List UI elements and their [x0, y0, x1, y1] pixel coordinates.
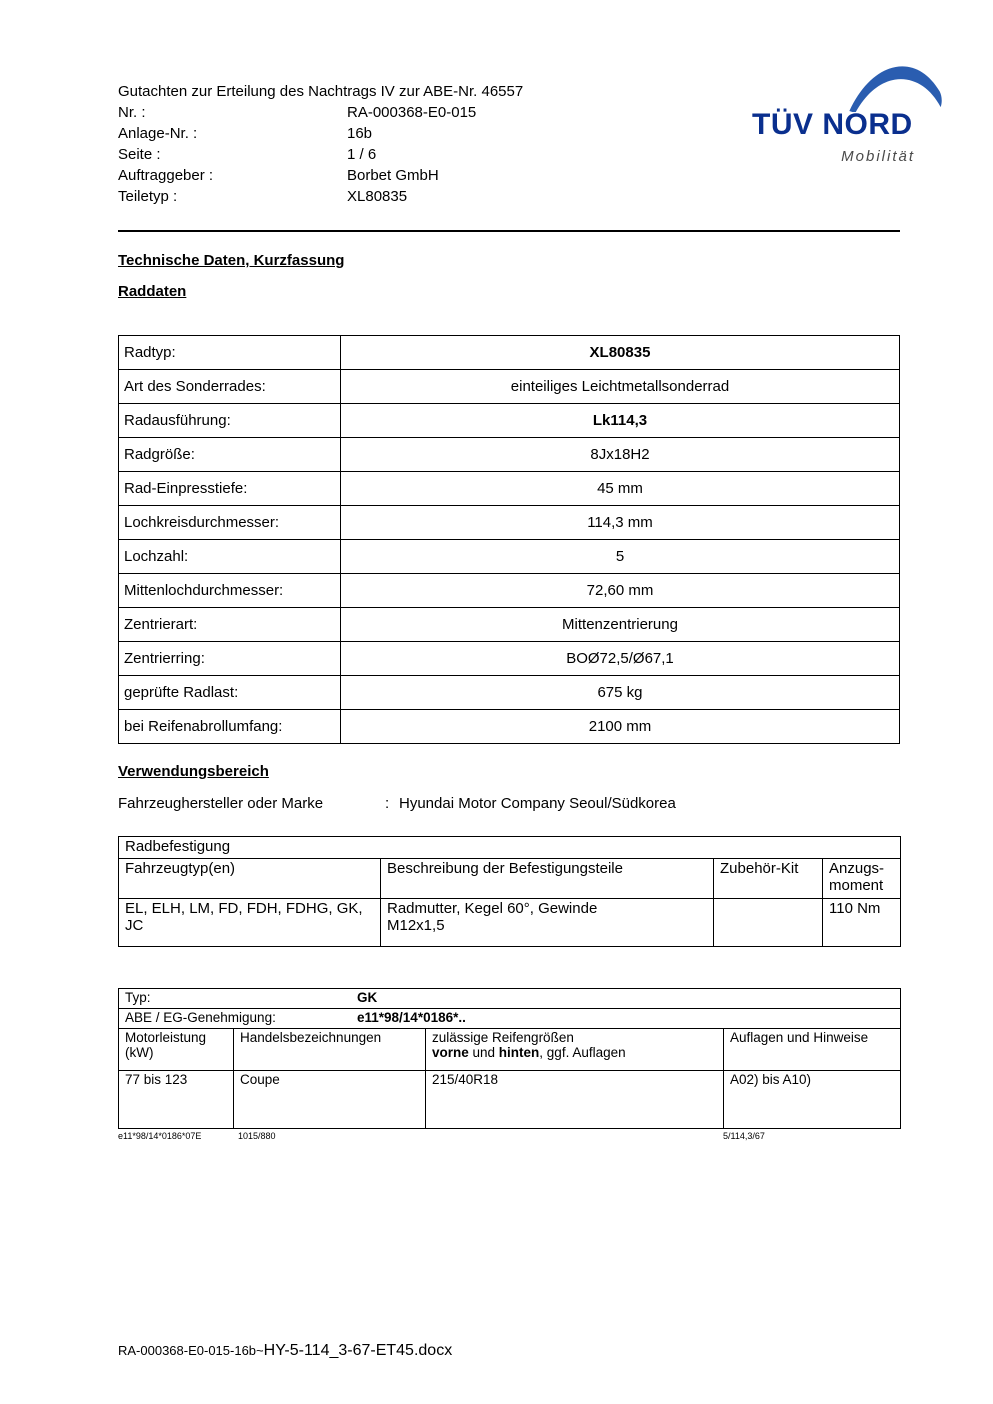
raddaten-value: Lk114,3: [341, 404, 900, 438]
raddaten-value: 675 kg: [341, 676, 900, 710]
abe-row: [119, 1009, 901, 1029]
table-row: [119, 899, 901, 947]
table-row: [119, 837, 901, 859]
hersteller-value: Hyundai Motor Company Seoul/Südkorea: [399, 795, 676, 812]
footer-filename: HY-5-114_3-67-ET45.docx: [263, 1342, 453, 1359]
table-row: [119, 989, 901, 1009]
reifen-vorne: vorne: [432, 1045, 469, 1060]
raddaten-value: 45 mm: [341, 472, 900, 506]
hersteller-line: [118, 795, 676, 812]
header-field-row: [118, 102, 738, 123]
heading-technische-daten: Technische Daten, Kurzfassung: [118, 252, 345, 269]
reifen-end: , ggf. Auflagen: [539, 1045, 626, 1060]
motor-line2: (kW): [125, 1045, 154, 1060]
cell-anzugsmoment: 110 Nm: [823, 899, 901, 947]
table-row: [119, 1071, 901, 1129]
header-field-row: [118, 165, 738, 186]
column-header-beschreibung: Beschreibung der Befestigungsteile: [381, 859, 714, 899]
footnote-approval-code: e11*98/14*0186*07E: [118, 1131, 202, 1141]
header-divider: [118, 230, 900, 232]
table-row: [119, 676, 900, 710]
heading-raddaten: Raddaten: [118, 283, 187, 300]
radbefestigung-title: Radbefestigung: [119, 837, 901, 859]
table-row: [119, 574, 900, 608]
logo-swoosh-icon: [846, 58, 945, 112]
raddaten-label: Lochkreisdurchmesser:: [119, 506, 341, 540]
cell-auflagen: A02) bis A10): [724, 1071, 901, 1129]
footnote-right: 5/114,3/67: [723, 1131, 765, 1141]
anzug-line2: moment: [829, 877, 884, 894]
field-value-auftraggeber: Borbet GmbH: [347, 167, 439, 184]
reifen-und: und: [468, 1045, 499, 1060]
cell-beschreibung: [381, 899, 714, 947]
column-header-anzugsmoment: [823, 859, 901, 899]
logo-brand-text: TÜV NORD: [752, 108, 913, 141]
hersteller-label: Fahrzeughersteller oder Marke: [118, 795, 324, 812]
column-header-auflagen: Auflagen und Hinweise: [724, 1029, 901, 1071]
header-field-row: [118, 144, 738, 165]
raddaten-label: Zentrierring:: [119, 642, 341, 676]
logo-subtitle: Mobilität: [841, 148, 915, 165]
field-label-auftraggeber: Auftraggeber :: [118, 167, 214, 184]
table-row: [119, 438, 900, 472]
raddaten-value: 8Jx18H2: [341, 438, 900, 472]
table-row: [119, 540, 900, 574]
field-label-seite: Seite :: [118, 146, 161, 163]
raddaten-table: [118, 335, 900, 744]
raddaten-label: bei Reifenabrollumfang:: [119, 710, 341, 744]
column-header-reifengroessen: [426, 1029, 724, 1071]
typ-row: [119, 989, 901, 1009]
table-row: [119, 370, 900, 404]
raddaten-value: Mittenzentrierung: [341, 608, 900, 642]
raddaten-label: Radausführung:: [119, 404, 341, 438]
radbefestigung-table: [118, 836, 901, 947]
tuev-nord-logo: [750, 56, 945, 168]
field-label-nr: Nr. :: [118, 104, 146, 121]
beschreibung-line1: Radmutter, Kegel 60°, Gewinde: [387, 900, 598, 917]
raddaten-label: Radtyp:: [119, 336, 341, 370]
typ-label: Typ:: [125, 990, 151, 1005]
field-value-seite: 1 / 6: [347, 146, 377, 163]
raddaten-value: 72,60 mm: [341, 574, 900, 608]
table-row: [119, 404, 900, 438]
abe-value: e11*98/14*0186*..: [357, 1010, 466, 1025]
raddaten-label: Zentrierart:: [119, 608, 341, 642]
typ-table: [118, 988, 901, 1129]
raddaten-value: XL80835: [341, 336, 900, 370]
table-row: [119, 608, 900, 642]
abe-label: ABE / EG-Genehmigung:: [125, 1010, 276, 1025]
header-field-row: [118, 186, 738, 207]
table-row: [119, 472, 900, 506]
typ-value: GK: [357, 990, 378, 1005]
motor-line1: Motorleistung: [125, 1030, 207, 1045]
raddaten-value: einteiliges Leichtmetallsonderrad: [341, 370, 900, 404]
table-row: [119, 336, 900, 370]
cell-zubehoer: [714, 899, 823, 947]
raddaten-label: Rad-Einpresstiefe:: [119, 472, 341, 506]
table-header-row: [119, 1029, 901, 1071]
reifen-hinten: hinten: [498, 1045, 540, 1060]
document-footer: [118, 1342, 452, 1360]
heading-verwendungsbereich: Verwendungsbereich: [118, 763, 269, 780]
field-value-teiletyp: XL80835: [347, 188, 408, 205]
column-header-motorleistung: [119, 1029, 234, 1071]
table-header-row: [119, 859, 901, 899]
raddaten-label: Art des Sonderrades:: [119, 370, 341, 404]
hersteller-colon: :: [385, 795, 390, 812]
raddaten-value: BOØ72,5/Ø67,1: [341, 642, 900, 676]
cell-fahrzeugtyp: EL, ELH, LM, FD, FDH, FDHG, GK, JC: [119, 899, 381, 947]
anzug-line1: Anzugs-: [829, 860, 885, 877]
table-row: [119, 506, 900, 540]
field-value-nr: RA-000368-E0-015: [347, 104, 477, 121]
table-row: [119, 1009, 901, 1029]
header-field-row: [118, 123, 738, 144]
raddaten-value: 2100 mm: [341, 710, 900, 744]
reifen-line1: zulässige Reifengrößen: [432, 1030, 574, 1045]
field-label-teiletyp: Teiletyp :: [118, 188, 178, 205]
raddaten-label: Radgröße:: [119, 438, 341, 472]
column-header-zubehoer-kit: Zubehör-Kit: [714, 859, 823, 899]
raddaten-value: 5: [341, 540, 900, 574]
cell-handelsbezeichnung: Coupe: [234, 1071, 426, 1129]
cell-motorleistung: 77 bis 123: [119, 1071, 234, 1129]
table-row: [119, 642, 900, 676]
column-header-handelsbezeichnungen: Handelsbezeichnungen: [234, 1029, 426, 1071]
field-label-anlage: Anlage-Nr. :: [118, 125, 198, 142]
table-row: [119, 710, 900, 744]
column-header-fahrzeugtyp: Fahrzeugtyp(en): [119, 859, 381, 899]
footnote-mid: 1015/880: [238, 1131, 276, 1141]
raddaten-label: Lochzahl:: [119, 540, 341, 574]
document-header: [118, 81, 738, 207]
document-title: Gutachten zur Erteilung des Nachtrags IV zur ABE-Nr. 46557: [118, 83, 524, 100]
raddaten-label: geprüfte Radlast:: [119, 676, 341, 710]
cell-reifengroesse: 215/40R18: [426, 1071, 724, 1129]
field-value-anlage: 16b: [347, 125, 373, 142]
raddaten-value: 114,3 mm: [341, 506, 900, 540]
raddaten-label: Mittenlochdurchmesser:: [119, 574, 341, 608]
footer-doc-number: RA-000368-E0-015-16b~: [118, 1343, 264, 1358]
beschreibung-line2: M12x1,5: [387, 917, 445, 934]
